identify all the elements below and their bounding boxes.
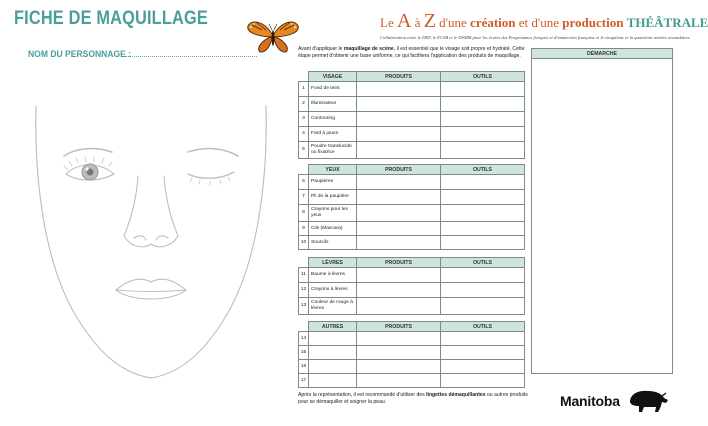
row-number: 14	[299, 332, 309, 346]
yeux-table	[298, 164, 525, 250]
levres-header: LÈVRES	[309, 258, 357, 268]
intro-text-2: , il est essentiel que le visage soit propre et hydraté. Cette étape permet d'obtenir une base uniforme, ce qui facilitera l'application des produits de maquillage.	[298, 46, 525, 60]
row-item: Pli de la paupière	[309, 190, 357, 205]
produits-cell[interactable]	[357, 82, 441, 97]
face-template	[16, 66, 286, 426]
table-row	[299, 346, 525, 360]
outils-cell[interactable]	[441, 127, 525, 142]
table-row	[299, 127, 525, 142]
visage-header: VISAGE	[309, 72, 357, 82]
autres-header: AUTRES	[309, 322, 357, 332]
row-number: 10	[299, 236, 309, 250]
row-number: 2	[299, 97, 309, 112]
row-number: 9	[299, 222, 309, 236]
outils-header: OUTILS	[441, 322, 525, 332]
row-item: Crayons à lèvres	[309, 283, 357, 298]
table-row	[299, 268, 525, 283]
outils-cell[interactable]	[441, 205, 525, 222]
character-name-label: NOM DU PERSONNAGE :	[28, 49, 132, 60]
outils-header: OUTILS	[441, 72, 525, 82]
outils-cell[interactable]	[441, 332, 525, 346]
outils-cell[interactable]	[441, 346, 525, 360]
butterfly-icon	[246, 18, 300, 54]
row-number: 4	[299, 127, 309, 142]
outils-cell[interactable]	[441, 374, 525, 388]
bison-icon	[626, 388, 670, 414]
row-number: 6	[299, 175, 309, 190]
row-item-input[interactable]	[309, 346, 357, 360]
produits-cell[interactable]	[357, 222, 441, 236]
row-number: 16	[299, 360, 309, 374]
section-visage	[298, 71, 524, 159]
brand-rest: d'une	[439, 15, 467, 30]
row-item: Fond de teint	[309, 82, 357, 97]
outils-cell[interactable]	[441, 283, 525, 298]
outro-paragraph	[298, 392, 528, 406]
outro-bold: lingettes démaquillantes	[426, 392, 486, 398]
manitoba-wordmark: Manitoba	[560, 393, 620, 409]
produits-cell[interactable]	[357, 127, 441, 142]
table-row	[299, 97, 525, 112]
character-name-dotted-line	[125, 56, 257, 57]
blank-header-cell	[299, 258, 309, 268]
table-row	[299, 142, 525, 159]
outils-cell[interactable]	[441, 82, 525, 97]
table-row	[299, 112, 525, 127]
blank-header-cell	[299, 322, 309, 332]
produits-header: PRODUITS	[357, 165, 441, 175]
character-name-field[interactable]	[28, 44, 258, 58]
table-row	[299, 222, 525, 236]
table-row	[299, 205, 525, 222]
table-row	[299, 298, 525, 315]
table-row	[299, 175, 525, 190]
row-item: Sourcils	[309, 236, 357, 250]
produits-cell[interactable]	[357, 142, 441, 159]
row-item: Fard à joues	[309, 127, 357, 142]
outils-cell[interactable]	[441, 222, 525, 236]
produits-cell[interactable]	[357, 298, 441, 315]
manitoba-logo	[560, 388, 678, 416]
outils-cell[interactable]	[441, 236, 525, 250]
outils-header: OUTILS	[441, 165, 525, 175]
row-number: 1	[299, 82, 309, 97]
brand-subtitle: Collaboration entre le DEF, le ECSB et le DSMM pour les écoles des Programmes français et d'immersion française et le cinquième et la quatrième années secondaires	[380, 35, 690, 40]
outils-cell[interactable]	[441, 268, 525, 283]
section-levres	[298, 257, 524, 315]
table-row	[299, 190, 525, 205]
blank-header-cell	[299, 72, 309, 82]
demarche-box[interactable]	[531, 48, 673, 374]
row-number: 13	[299, 298, 309, 315]
row-item: Poudre translucide ou fixatrice	[309, 142, 357, 159]
section-yeux	[298, 164, 524, 250]
produits-cell[interactable]	[357, 346, 441, 360]
row-number: 8	[299, 205, 309, 222]
produits-cell[interactable]	[357, 97, 441, 112]
visage-table	[298, 71, 525, 159]
intro-bold: maquillage de scène	[343, 46, 394, 52]
produits-cell[interactable]	[357, 190, 441, 205]
levres-table	[298, 257, 525, 315]
row-item: Contouring	[309, 112, 357, 127]
row-number: 5	[299, 142, 309, 159]
produits-cell[interactable]	[357, 360, 441, 374]
brand-et: et d'une	[518, 15, 560, 30]
row-item: Paupières	[309, 175, 357, 190]
row-item-input[interactable]	[309, 374, 357, 388]
outils-cell[interactable]	[441, 298, 525, 315]
produits-header: PRODUITS	[357, 72, 441, 82]
produits-cell[interactable]	[357, 283, 441, 298]
produits-cell[interactable]	[357, 374, 441, 388]
brand-le: Le	[380, 15, 394, 30]
brand-creation: création	[470, 15, 516, 30]
table-row	[299, 236, 525, 250]
row-number: 11	[299, 268, 309, 283]
section-autres	[298, 321, 524, 388]
table-row	[299, 374, 525, 388]
produits-cell[interactable]	[357, 112, 441, 127]
autres-table	[298, 321, 525, 388]
produits-header: PRODUITS	[357, 322, 441, 332]
table-row	[299, 82, 525, 97]
row-number: 7	[299, 190, 309, 205]
outils-cell[interactable]	[441, 360, 525, 374]
outils-cell[interactable]	[441, 190, 525, 205]
brand-title	[380, 10, 708, 40]
row-number: 3	[299, 112, 309, 127]
outils-header: OUTILS	[441, 258, 525, 268]
brand-a: A	[396, 10, 412, 32]
brand-production: production	[562, 15, 624, 30]
outils-cell[interactable]	[441, 175, 525, 190]
table-row	[299, 360, 525, 374]
outils-cell[interactable]	[441, 97, 525, 112]
row-number: 12	[299, 283, 309, 298]
outro-text-2: ou autres produits pour se démaquiller et soigner la peau.	[298, 392, 528, 406]
page-title: FICHE DE MAQUILLAGE	[14, 8, 208, 29]
row-item-input[interactable]	[309, 360, 357, 374]
row-item: Baume à lèvres	[309, 268, 357, 283]
table-row	[299, 283, 525, 298]
row-item: Cils (Mascara)	[309, 222, 357, 236]
blank-header-cell	[299, 165, 309, 175]
outro-text-1: Après la représentation, il est recommandé d'utiliser des	[298, 392, 427, 398]
produits-cell[interactable]	[357, 268, 441, 283]
row-item-input[interactable]	[309, 332, 357, 346]
row-number: 15	[299, 346, 309, 360]
outils-cell[interactable]	[441, 142, 525, 159]
row-number: 17	[299, 374, 309, 388]
table-row	[299, 332, 525, 346]
produits-cell[interactable]	[357, 175, 441, 190]
row-item: Crayons pour les yeux	[309, 205, 357, 222]
produits-cell[interactable]	[357, 236, 441, 250]
produits-cell[interactable]	[357, 332, 441, 346]
demarche-header: DÉMARCHE	[532, 49, 672, 59]
brand-a-middle: à	[414, 15, 421, 30]
row-item: Illuminateur	[309, 97, 357, 112]
outils-cell[interactable]	[441, 112, 525, 127]
intro-text-1: Avant d'appliquer le	[298, 46, 344, 52]
yeux-header: YEUX	[309, 165, 357, 175]
produits-cell[interactable]	[357, 205, 441, 222]
produits-header: PRODUITS	[357, 258, 441, 268]
brand-theatrale: THÉÂTRALE	[626, 15, 708, 30]
intro-paragraph	[298, 46, 528, 60]
row-item: Couleur de rouge à lèvres	[309, 298, 357, 315]
brand-z: Z	[423, 10, 436, 32]
